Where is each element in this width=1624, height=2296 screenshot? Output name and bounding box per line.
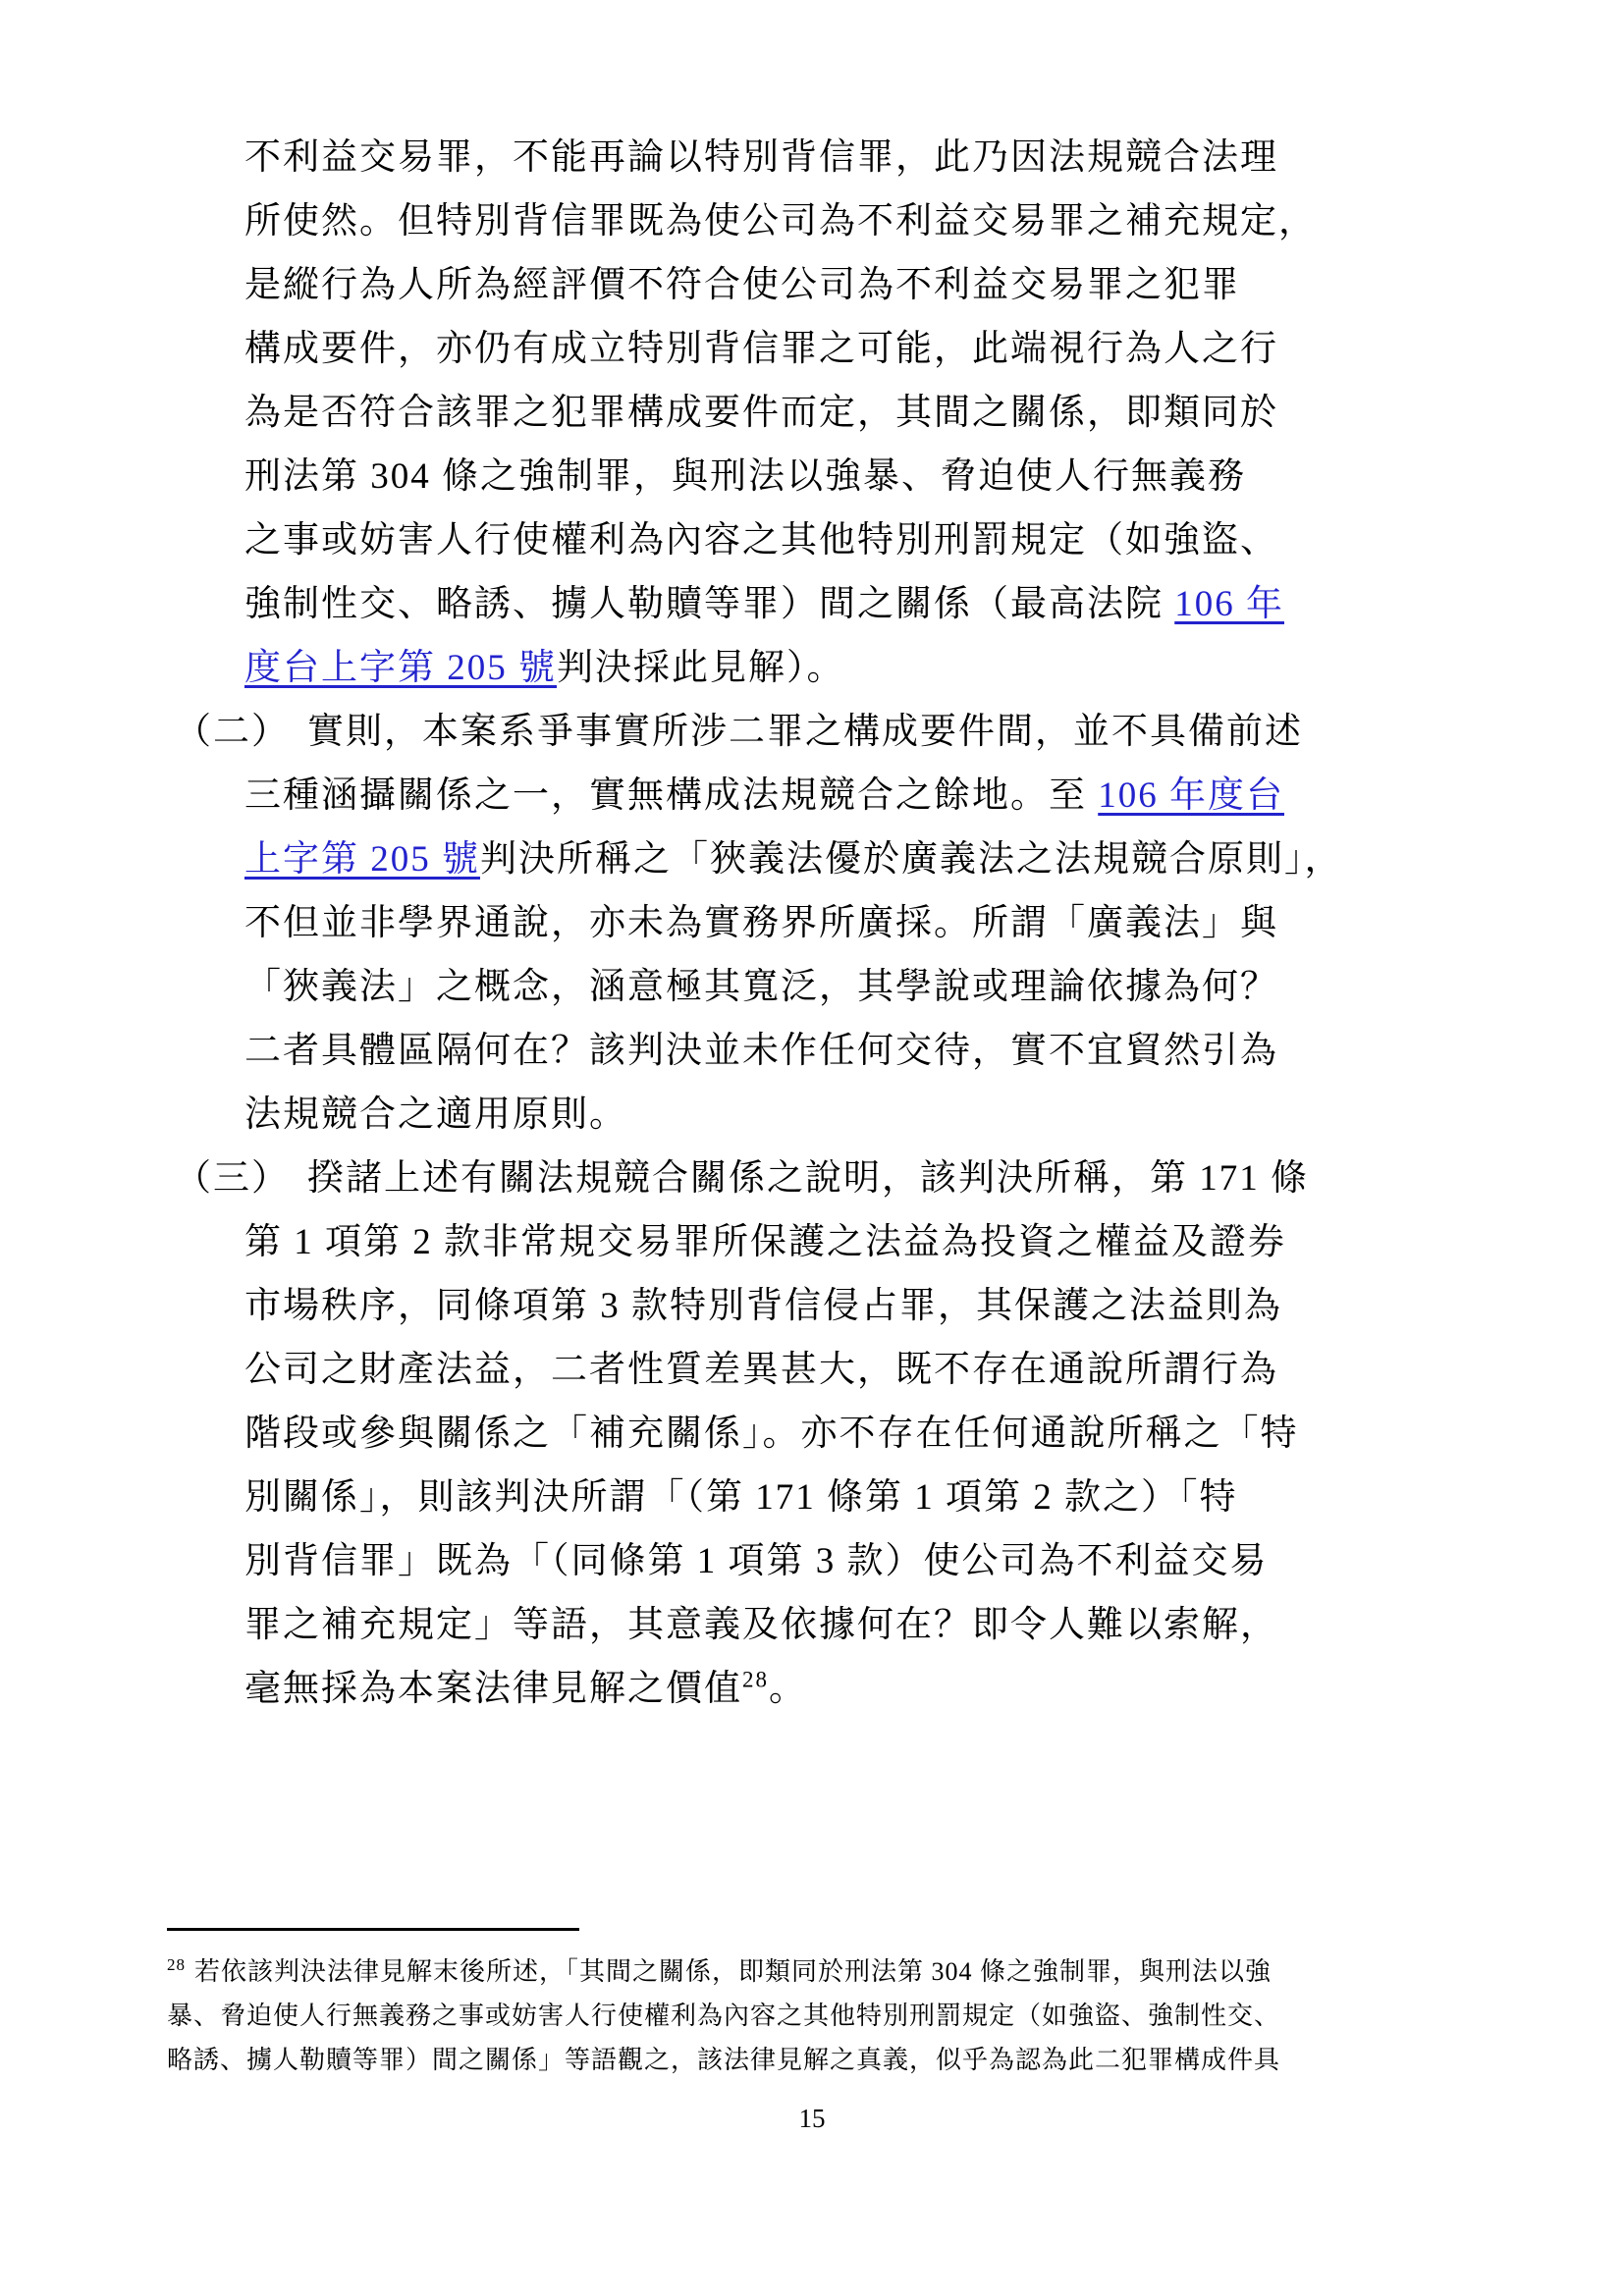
- text-line: [244, 381, 1624, 445]
- footnote-line: [167, 1994, 1492, 2038]
- case-citation-link[interactable]: 上字第 205 號: [244, 839, 480, 880]
- text-line: [244, 764, 1624, 828]
- text-line: [244, 891, 1624, 955]
- text-line: [244, 1083, 1624, 1147]
- text-line: [244, 1274, 1624, 1338]
- case-citation-link[interactable]: 度台上字第 205 號: [244, 648, 557, 688]
- item-label-3: （三）: [175, 1158, 290, 1199]
- text-line: [244, 1657, 1624, 1721]
- text-segment: 法規競合之適用原則。: [244, 1095, 627, 1135]
- text-segment: 市場秩序，同條項第 3 款特別背信侵占罪，其保護之法益則為: [244, 1286, 1282, 1326]
- text-line: [244, 1338, 1624, 1402]
- text-line: [244, 1529, 1624, 1593]
- footnote-block: [167, 1949, 1492, 2082]
- text-segment: 毫無採為本案法律見解之價值: [244, 1669, 742, 1709]
- text-segment: 階段或參與關係之「補充關係」。亦不存在任何通說所稱之「特: [244, 1414, 1299, 1454]
- text-line: [244, 317, 1624, 381]
- text-segment: 第 1 項第 2 款非常規交易罪所保護之法益為投資之權益及證券: [244, 1222, 1286, 1262]
- text-segment: 罪之補充規定」等語，其意義及依據何在？即令人難以索解，: [244, 1605, 1278, 1645]
- case-citation-link[interactable]: 106 年度台: [1098, 775, 1284, 816]
- text-line: [244, 955, 1624, 1019]
- item-label-2: （二）: [175, 712, 290, 752]
- text-line: [244, 828, 1624, 891]
- footnote-line: [167, 2038, 1492, 2082]
- text-line: [244, 508, 1624, 572]
- body-text-block: [0, 126, 1624, 1721]
- text-line: [244, 636, 1624, 700]
- footnote-number: 28: [167, 1955, 186, 1975]
- text-segment: 揆諸上述有關法規競合關係之說明，該判決所稱，第 171 條: [307, 1158, 1309, 1199]
- footnote-reference: 28: [742, 1667, 769, 1692]
- footnote-line: [167, 1949, 1492, 1994]
- text-segment: 為是否符合該罪之犯罪構成要件而定，其間之關係，即類同於: [244, 393, 1278, 433]
- text-line: [244, 1593, 1624, 1657]
- text-segment: 刑法第 304 條之強制罪，與刑法以強暴、脅迫使人行無義務: [244, 456, 1246, 497]
- text-segment: 判決採此見解）。: [557, 648, 845, 688]
- text-line: [175, 1147, 1624, 1210]
- text-segment: 不利益交易罪，不能再論以特別背信罪，此乃因法規競合法理: [244, 137, 1278, 178]
- text-line: [244, 189, 1624, 253]
- case-citation-link[interactable]: 106 年: [1174, 584, 1284, 624]
- text-line: [244, 126, 1624, 189]
- text-segment: 所使然。但特別背信罪既為使公司為不利益交易罪之補充規定，: [244, 201, 1317, 241]
- text-segment: 實則，本案系爭事實所涉二罪之構成要件間，並不具備前述: [307, 712, 1303, 752]
- text-line: [244, 1210, 1624, 1274]
- text-segment: 暴、脅迫使人行無義務之事或妨害人行使權利為內容之其他特別刑罰規定（如強盜、強制性交、: [167, 2002, 1281, 2030]
- text-segment: 略誘、擄人勒贖等罪）間之關係」等語觀之，該法律見解之真義，似乎為認為此二犯罪構成件具: [167, 2046, 1281, 2074]
- text-segment: 別背信罪」既為「（同條第 1 項第 3 款）使公司為不利益交易: [244, 1541, 1269, 1581]
- text-segment: 二者具體區隔何在？該判決並未作任何交待，實不宜貿然引為: [244, 1031, 1278, 1071]
- text-line: [244, 1019, 1624, 1083]
- text-line: [244, 1466, 1624, 1529]
- footnote-separator: [167, 1928, 579, 1931]
- text-line: [244, 253, 1624, 317]
- text-line: [244, 572, 1624, 636]
- text-segment: 若依該判決法律見解末後所述，「其間之關係，即類同於刑法第 304 條之強制罪，與刑法以強: [194, 1957, 1272, 1986]
- text-segment: 三種涵攝關係之一，實無構成法規競合之餘地。至: [244, 775, 1099, 816]
- text-segment: 之事或妨害人行使權利為內容之其他特別刑罰規定（如強盜、: [244, 520, 1278, 561]
- text-line: [175, 700, 1624, 764]
- text-segment: 公司之財產法益，二者性質差異甚大，既不存在通說所謂行為: [244, 1350, 1278, 1390]
- page-number: 15: [798, 2104, 826, 2133]
- text-segment: 。: [769, 1669, 807, 1709]
- text-segment: 構成要件，亦仍有成立特別背信罪之可能，此端視行為人之行: [244, 329, 1278, 369]
- text-line: [244, 445, 1624, 508]
- text-segment: 不但並非學界通說，亦未為實務界所廣採。所謂「廣義法」與: [244, 903, 1278, 943]
- text-segment: 判決所稱之「狹義法優於廣義法之法規競合原則」，: [480, 839, 1343, 880]
- text-segment: 是縱行為人所為經評價不符合使公司為不利益交易罪之犯罪: [244, 265, 1240, 305]
- text-segment: 強制性交、略誘、擄人勒贖等罪）間之關係（最高法院: [244, 584, 1175, 624]
- text-segment: 別關係」，則該判決所謂「（第 171 條第 1 項第 2 款之）「特: [244, 1477, 1238, 1518]
- text-line: [244, 1402, 1624, 1466]
- text-segment: 「狹義法」之概念，涵意極其寬泛，其學說或理論依據為何？: [244, 967, 1278, 1007]
